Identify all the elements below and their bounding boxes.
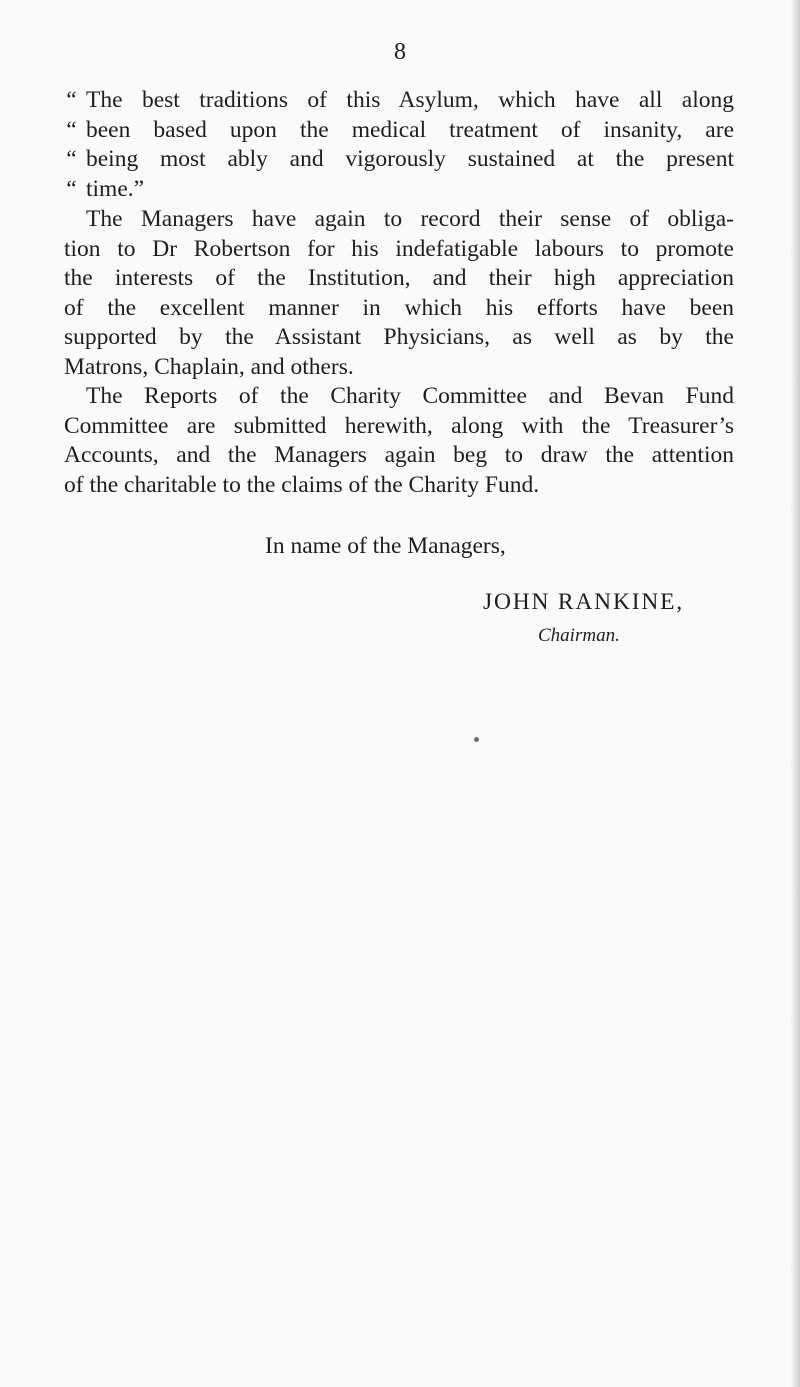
paragraph-line: Committee are submitted herewith, along with the Treasurer’s bbox=[64, 412, 734, 439]
signature-title: Chairman. bbox=[538, 625, 620, 646]
paragraph-line: supported by the Assistant Physicians, as well as by the bbox=[64, 324, 734, 350]
paragraph-line: of the excellent manner in which his efforts have been bbox=[64, 294, 734, 321]
paragraph-line: the interests of the Institution, and their high appreciation bbox=[64, 265, 734, 291]
quote-mark: “ bbox=[64, 146, 78, 172]
closing-line: In name of the Managers, bbox=[265, 533, 506, 559]
page-edge-shadow bbox=[790, 0, 800, 1387]
quote-line-3: “ being most ably and vigorously sustained at the present bbox=[64, 145, 734, 175]
quote-line-2: “ been based upon the medical treatment of insanity, are bbox=[64, 116, 734, 146]
paragraph-line: The Managers have again to record their sense of obliga- bbox=[86, 206, 734, 232]
page-number: 8 bbox=[394, 39, 406, 65]
signature-name: JOHN RANKINE, bbox=[483, 589, 684, 615]
paragraph-line: Matrons, Chaplain, and others. bbox=[64, 353, 354, 380]
paragraph-managers-obligation bbox=[64, 205, 734, 382]
quote-mark: “ bbox=[64, 116, 78, 143]
quote-line-1: “ The best traditions of this Asylum, which have all along bbox=[64, 86, 734, 116]
quote-line-4: “ time.” bbox=[64, 175, 734, 205]
paragraph-line: tion to Dr Robertson for his indefatigable labours to promote bbox=[64, 235, 734, 262]
quote-mark: “ bbox=[64, 175, 78, 202]
ink-speck bbox=[473, 736, 480, 743]
paragraph-line: The Reports of the Charity Committee and Bevan Fund bbox=[86, 383, 734, 409]
paragraph-line: Accounts, and the Managers again beg to draw the attention bbox=[64, 442, 734, 468]
quote-block bbox=[64, 86, 734, 204]
paragraph-reports bbox=[64, 382, 734, 500]
quote-mark: “ bbox=[64, 87, 78, 113]
paragraph-line: of the charitable to the claims of the Charity Fund. bbox=[64, 471, 540, 498]
